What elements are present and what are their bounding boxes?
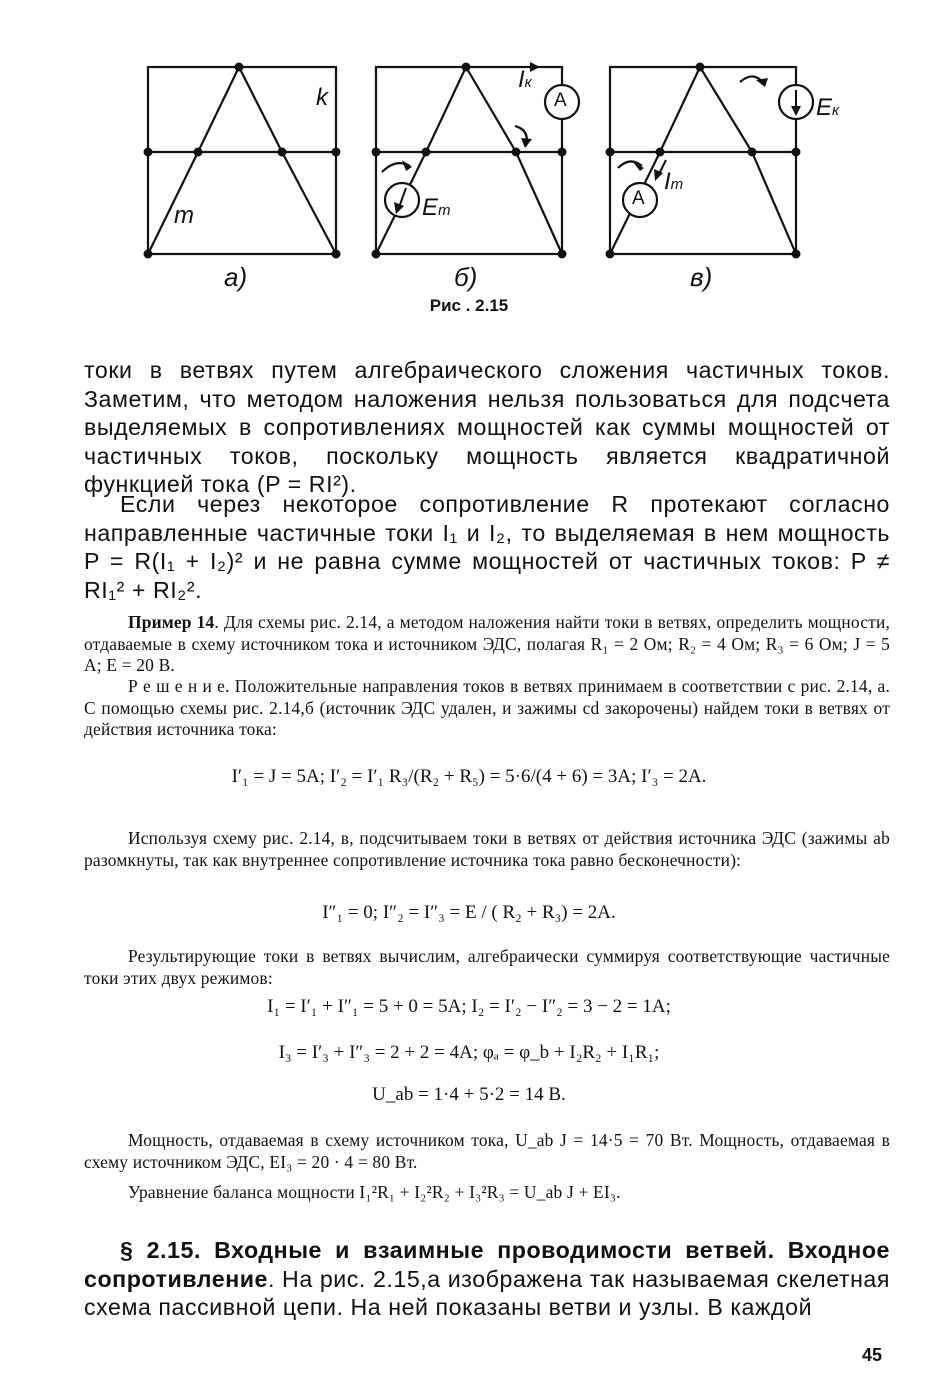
paragraph-3: Используя схему рис. 2.14, в, подсчитываем токи в ветвях от действия источника ЭДС (зажимы ab разомкнуты, так как внутреннее сопротивление источника тока равно бесконечности): bbox=[84, 828, 890, 870]
equation-5: U_ab = 1·4 + 5·2 = 14 В. bbox=[372, 1084, 566, 1105]
label-Em: Em bbox=[422, 194, 451, 221]
emf-source-c bbox=[779, 85, 813, 119]
emf-source-b bbox=[385, 183, 419, 217]
figure-caption: Рис . 2.15 bbox=[429, 296, 509, 315]
panel-label-a: а) bbox=[224, 262, 248, 292]
diagram-c bbox=[610, 67, 796, 254]
figure-2-15 bbox=[120, 50, 840, 330]
equation-3: I₁ = I′₁ + I″₁ = 5 + 0 = 5А; I₂ = I′₂ − I″₂ = 3 − 2 = 1А; bbox=[267, 996, 671, 1017]
diagram-b bbox=[376, 67, 562, 254]
paragraph-2: Если через некоторое сопротивление R протекают согласно направленные частичные токи I₁ и I₂, то выделяемая в нем мощность P = R(I₁ + I₂)² и не равна сумме мощностей от частичных токов: P ≠ RI₁² + RI₂². bbox=[84, 491, 890, 603]
page-number: 45 bbox=[862, 1345, 883, 1365]
equation-4: I₃ = I′₃ + I″₃ = 2 + 2 = 4А; φₐ = φ_b + I₂R₂ + I₁R₁; bbox=[278, 1042, 660, 1063]
label-Im: Im bbox=[664, 168, 684, 195]
ammeter-label: A bbox=[632, 188, 645, 209]
label-m: m bbox=[174, 202, 194, 229]
loop-arrow-icon bbox=[618, 76, 764, 168]
equation-1: I′₁ = J = 5А; I′₂ = I′₁ R₃/(R₂ + R₅) = 5·6/(4 + 6) = 3А; I′₃ = 2А. bbox=[231, 766, 707, 787]
paragraph-4: Результирующие токи в ветвях вычислим, алгебраически суммируя соответствующие частичные токи этих двух режимов: bbox=[84, 946, 890, 988]
label-k: k bbox=[316, 84, 328, 111]
example-14: Пример 14. Для схемы рис. 2.14, а методом наложения найти токи в ветвях, определить мощности, отдаваемые в схему источником тока и источником ЭДС, полагая R₁ = 2 Ом; R₂ = 4 Ом; R₃ = 6 Ом; J = 5 А; E = 20 В. bbox=[84, 612, 891, 675]
section-2-15: § 2.15. Входные и взаимные проводимости ветвей. Входное сопротивление. На рис. 2.15,а изображена так называемая скелетная схема пассивной цепи. На ней показаны ветви и узлы. В каждой bbox=[84, 1237, 890, 1320]
section-title: § 2.15. Входные и взаимные проводимости ветвей. Входное сопротивление bbox=[84, 1237, 890, 1292]
loop-arrowheads-icon bbox=[633, 78, 768, 171]
label-Ek: Eк bbox=[816, 94, 840, 121]
ammeter-label: A bbox=[554, 90, 567, 111]
node-dots bbox=[144, 63, 801, 259]
panel-label-b: б) bbox=[454, 262, 478, 292]
panel-label-c: в) bbox=[690, 262, 713, 292]
solution: Р е ш е н и е. Положительные направления токов в ветвях принимаем в соответствии с рис. 2.14, а. С помощью схемы рис. 2.14,б (источник ЭДС удален, и зажимы cd закорочены) найдем токи в ветвях от действия источника тока: bbox=[84, 676, 890, 739]
paragraph-1: токи в ветвях путем алгебраического сложения частичных токов. Заметим, что методом наложения нельзя пользоваться для подсчета выделяемых в сопротивлениях мощностей как суммы мощностей от частичных токов, поскольку мощность является квадратичной функцией тока (P = RI²). bbox=[84, 357, 890, 497]
paragraph-5: Мощность, отдаваемая в схему источником тока, U_ab J = 14·5 = 70 Вт. Мощность, отдаваемая в схему источником ЭДС, EI₃ = 20 · 4 = 80 Вт. bbox=[84, 1130, 890, 1172]
equation-2: I″₁ = 0; I″₂ = I″₃ = E / ( R₂ + R₃) = 2А. bbox=[322, 902, 616, 923]
paragraph-6: Уравнение баланса мощности I₁²R₁ + I₂²R₂ + I₃²R₃ = U_ab J + EI₃. bbox=[128, 1182, 621, 1202]
label-Ik: Iк bbox=[518, 66, 532, 93]
